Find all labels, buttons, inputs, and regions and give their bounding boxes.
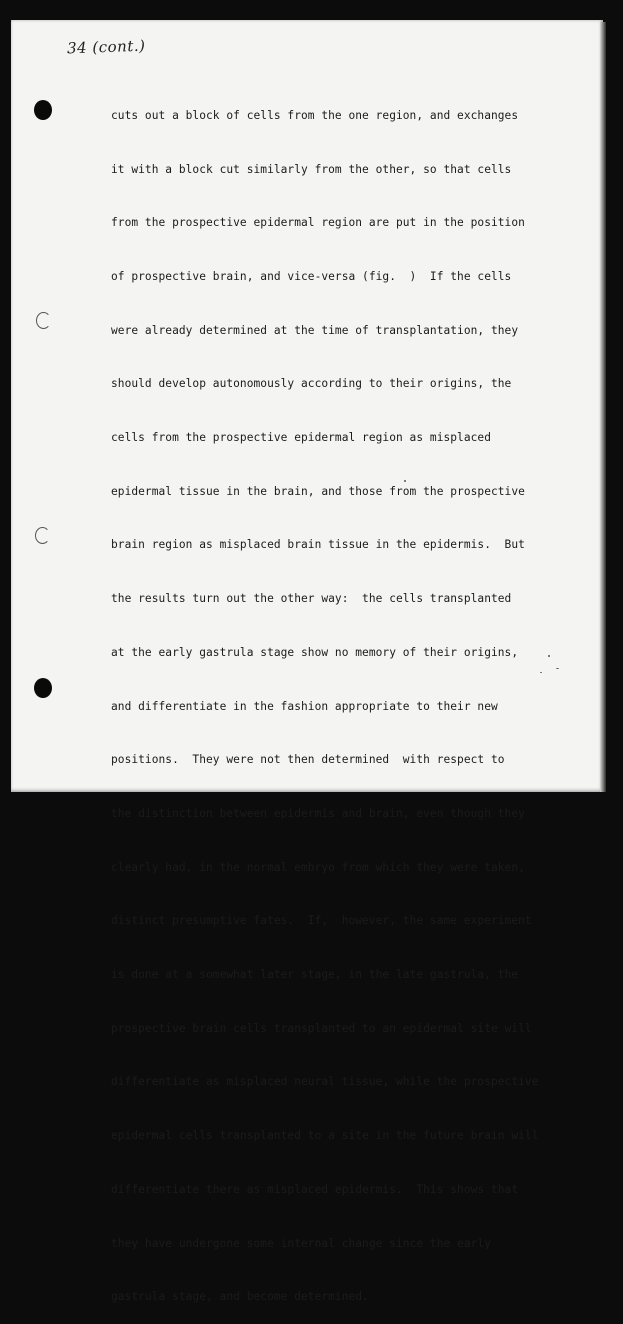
text-line: prospective brain cells transplanted to an epidermal site will (111, 1021, 532, 1035)
text-line: cuts out a block of cells from the one region, and exchanges (111, 108, 519, 122)
punch-hole (34, 100, 52, 120)
text-line: at the early gastrula stage show no memory of their origins, (111, 645, 519, 659)
text-line: they have undergone some internal change since the early (111, 1236, 491, 1250)
paper-speck (540, 672, 542, 673)
text-line: positions. They were not then determined with respect to (111, 753, 505, 767)
text-line: of prospective brain, and vice-versa (fig. ) If the cells (111, 269, 512, 283)
text-line: distinct presumptive fates. If, however, the same experiment (111, 914, 532, 928)
text-line: from the prospective epidermal region are put in the position (111, 216, 525, 230)
text-line: epidermal tissue in the brain, and those from the prospective (111, 484, 525, 498)
text-line: and differentiate in the fashion appropriate to their new (111, 699, 498, 713)
text-line: the distinction between epidermis and brain, even though they (111, 806, 525, 820)
punch-hole (34, 678, 52, 698)
text-line: epidermal cells transplanted to a site in the future brain will (111, 1129, 539, 1143)
text-line: the results turn out the other way: the cells transplanted (111, 592, 512, 606)
text-line: differentiate as misplaced neural tissue, while the prospective (111, 1075, 539, 1089)
typewritten-body (111, 71, 571, 1324)
text-line: were already determined at the time of transplantation, they (111, 323, 519, 337)
text-line: should develop autonomously according to their origins, the (111, 377, 512, 391)
punch-hole-reinforced (36, 312, 51, 329)
text-line: cells from the prospective epidermal region as misplaced (111, 431, 491, 445)
punch-hole-reinforced (35, 527, 50, 544)
text-line: clearly had, in the normal embryo from which they were taken, (111, 860, 525, 874)
text-line: differentiate there as misplaced epidermis. This shows that (111, 1182, 519, 1196)
text-line: it with a block cut similarly from the other, so that cells (111, 162, 512, 176)
paper-speck (548, 655, 550, 657)
text-line: brain region as misplaced brain tissue in the epidermis. But (111, 538, 525, 552)
paper-speck (556, 668, 559, 669)
page-edge-shadow (600, 22, 606, 792)
text-line: gastrula stage, and become determined. (111, 1290, 369, 1304)
paper-speck (404, 480, 406, 482)
text-line: is done at a somewhat later stage, in the late gastrula, the (111, 968, 519, 982)
handwritten-page-number: 34 (cont.) (66, 36, 146, 58)
